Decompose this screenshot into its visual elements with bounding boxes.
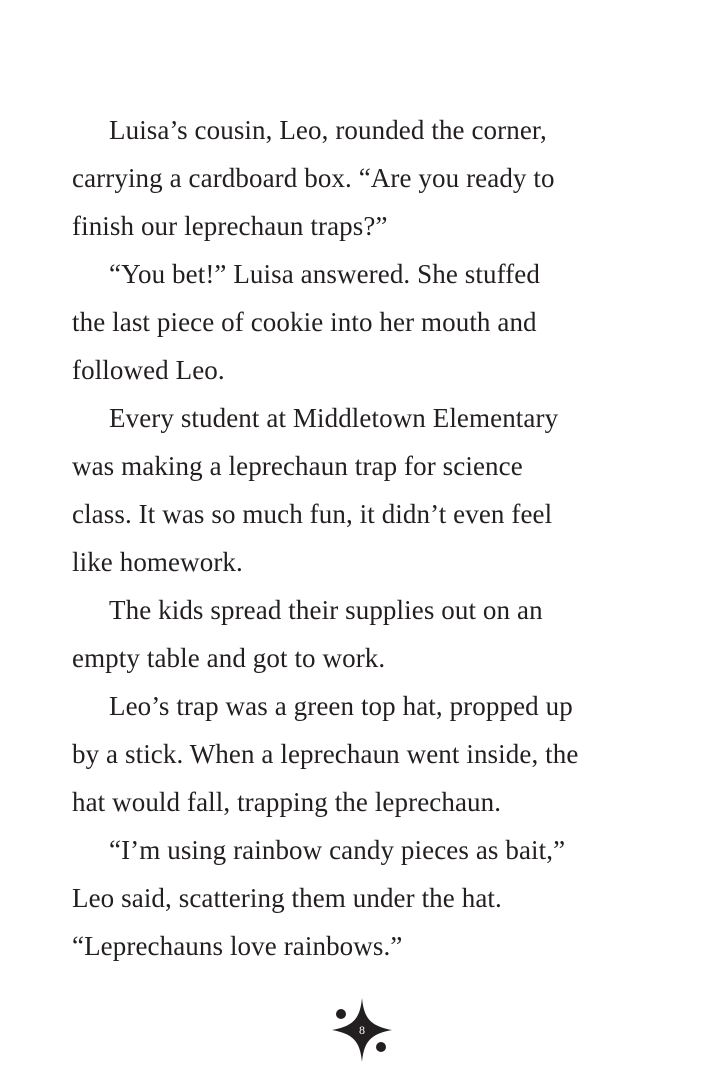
text-line: carrying a cardboard box. “Are you ready to: [72, 163, 555, 193]
ornament-dot: [376, 1042, 386, 1052]
text-line: the last piece of cookie into her mouth and: [72, 307, 537, 337]
four-point-star-icon: [330, 996, 394, 1064]
text-line: “I’m using rainbow candy pieces as bait,”: [109, 835, 566, 865]
ornament-dot: [336, 1009, 346, 1019]
text-line: empty table and got to work.: [72, 643, 386, 673]
page-number: 8: [359, 1023, 365, 1037]
text-line: Leo’s trap was a green top hat, propped up: [109, 691, 573, 721]
page-number-ornament: [330, 996, 394, 1064]
text-line: by a stick. When a leprechaun went inside, the: [72, 739, 579, 769]
text-line: followed Leo.: [72, 355, 225, 385]
text-line: hat would fall, trapping the leprechaun.: [72, 787, 502, 817]
text-line: Luisa’s cousin, Leo, rounded the corner,: [109, 115, 547, 145]
text-line: class. It was so much fun, it didn’t even feel: [72, 499, 553, 529]
text-line: “You bet!” Luisa answered. She stuffed: [109, 259, 540, 289]
text-line: Every student at Middletown Elementary: [109, 403, 559, 433]
text-line: Leo said, scattering them under the hat.: [72, 883, 502, 913]
page-body: [72, 106, 672, 970]
text-line: finish our leprechaun traps?”: [72, 211, 388, 241]
text-line: was making a leprechaun trap for science: [72, 451, 523, 481]
text-line: like homework.: [72, 547, 243, 577]
text-line: The kids spread their supplies out on an: [109, 595, 543, 625]
text-line: “Leprechauns love rainbows.”: [72, 931, 403, 961]
